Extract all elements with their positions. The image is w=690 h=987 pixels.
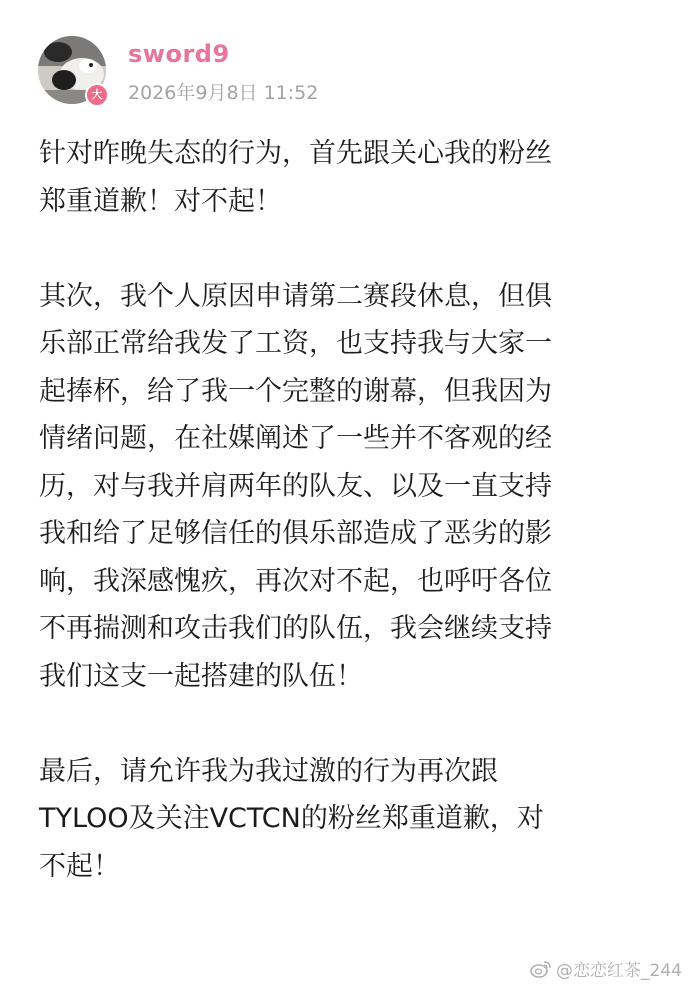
post-header <box>38 36 678 106</box>
post-content <box>39 130 659 890</box>
paragraph-gap <box>39 700 659 748</box>
weibo-icon <box>530 960 552 978</box>
vip-badge: 大 <box>85 83 109 107</box>
watermark-text: @恋恋红茶_244 <box>556 961 682 981</box>
post-paragraph-1: 针对昨晚失态的行为，首先跟关心我的粉丝 郑重道歉！对不起！ <box>39 138 552 217</box>
watermark <box>530 956 682 981</box>
post-paragraph-2: 其次，我个人原因申请第二赛段休息，但俱 乐部正常给我发了工资，也支持我与大家一 起捧杯，给了我一个完整的谢幕，但我因为 情绪问题，在社媒阐述了一些并不客观的经 历，对与我并肩两年的队友、以及一直支持 我和给了足够信任的俱乐部造成了恶劣的影 响，我深感愧疚，再次对不起，也呼吁各位 不再揣测和攻击我们的队伍，我会继续支持 我们这支一起搭建的队伍！ <box>39 280 552 692</box>
post-paragraph-3: 最后，请允许我为我过激的行为再次跟 TYLOO及关注VCTCN的粉丝郑重道歉，对 不起！ <box>39 755 544 882</box>
paragraph-gap <box>39 225 659 273</box>
post-timestamp: 2026年9月8日 11:52 <box>128 82 319 104</box>
username[interactable]: sword9 <box>128 40 230 68</box>
